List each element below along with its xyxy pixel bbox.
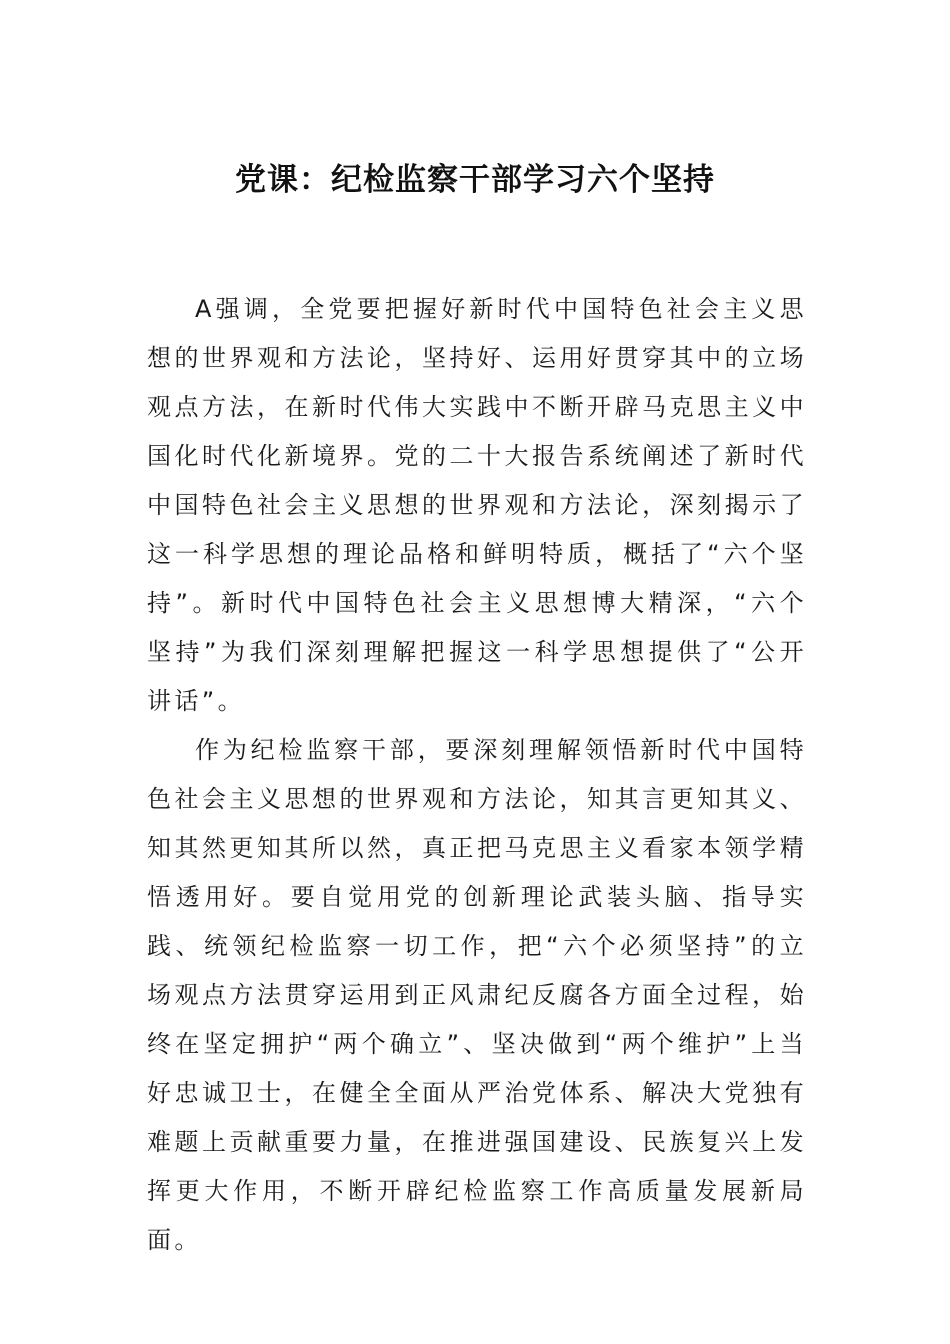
paragraph-1: A强调，全党要把握好新时代中国特色社会主义思想的世界观和方法论，坚持好、运用好贯穿其中的立场观点方法，在新时代伟大实践中不断开辟马克思主义中国化时代化新境界。党的二十大报告系统阐述了新时代中国特色社会主义思想的世界观和方法论，深刻揭示了这一科学思想的理论品格和鲜明特质，概括了“六个坚持”。新时代中国特色社会主义思想博大精深，“六个坚持”为我们深刻理解把握这一科学思想提供了“公开讲话”。 [147, 295, 807, 715]
paragraph-2: 作为纪检监察干部，要深刻理解领悟新时代中国特色社会主义思想的世界观和方法论，知其言更知其义、知其然更知其所以然，真正把马克思主义看家本领学精悟透用好。要自觉用党的创新理论武装头脑、指导实践、统领纪检监察一切工作，把“六个必须坚持”的立场观点方法贯穿运用到正风肃纪反腐各方面全过程，始终在坚定拥护“两个确立”、坚决做到“两个维护”上当好忠诚卫士，在健全全面从严治党体系、解决大党独有难题上贡献重要力量，在推进强国建设、民族复兴上发挥更大作用，不断开辟纪检监察工作高质量发展新局面。 [147, 736, 807, 1254]
document-body [147, 285, 807, 1265]
document-title: 党课：纪检监察干部学习六个坚持 [235, 162, 715, 198]
